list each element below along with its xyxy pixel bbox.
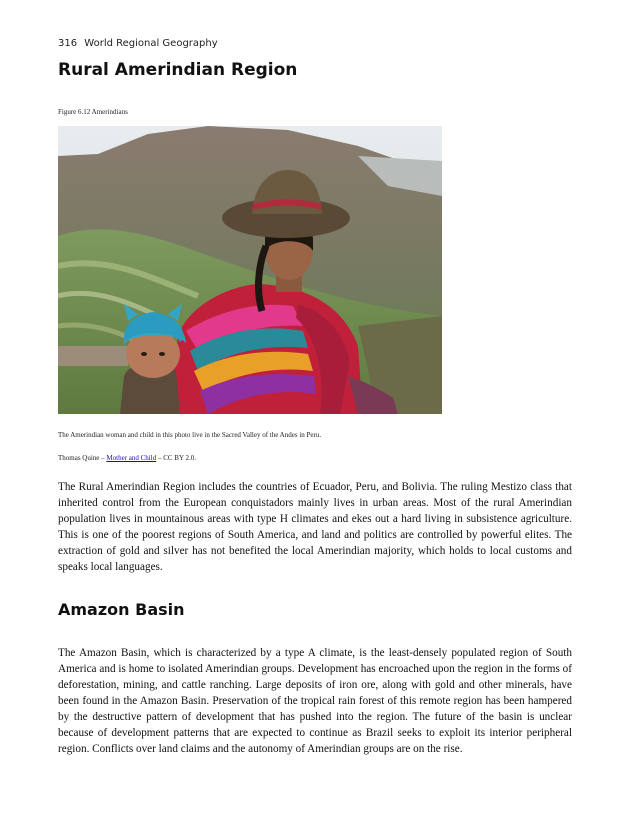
book-title: World Regional Geography xyxy=(84,38,218,49)
figure-caption: The Amerindian woman and child in this photo live in the Sacred Valley of the Andes in Peru. xyxy=(58,431,322,439)
rural-amerindian-paragraph: The Rural Amerindian Region includes the countries of Ecuador, Peru, and Bolivia. The ruling Mestizo class that inherited control from the European conquistadors mainly lives in urban areas. Most of the rural Amerindian population lives in mountainous areas with type H climates and ekes out a hard living in subsistence agriculture. This is one of the poorest regions of South America, and land and politics are controlled by powerful elites. The extraction of gold and silver has not benefited the local Amerindian majority, which holds to local customs and speaks local languages. xyxy=(58,481,572,573)
amazon-basin-paragraph: The Amazon Basin, which is characterized by a type A climate, is the least-densely populated region of South America and is home to isolated Amerindian groups. Development has encroached upon the region in the forms of deforestation, mining, and cattle ranching. Large deposits of iron ore, along with gold and other minerals, have been found in the Amazon Basin. Preservation of the tropical rain forest of this remote region has been hampered by the destructive pattern of development that has pushed into the region. The future of the basin is unclear because of development patterns that are expected to continue as Brazil seeks to exploit its interior peripheral region. Conflicts over land claims and the autonomy of Amerindian groups are on the rise. xyxy=(58,647,572,755)
section-heading-amazon-basin: Amazon Basin xyxy=(58,600,185,619)
section-heading-rural-amerindian: Rural Amerindian Region xyxy=(58,60,298,80)
figure-credit xyxy=(58,454,196,462)
credit-source-link[interactable]: Mother and Child xyxy=(106,454,157,462)
amerindian-photo xyxy=(58,126,442,414)
running-header xyxy=(58,38,218,49)
credit-license: – CC BY 2.0. xyxy=(156,454,197,462)
figure-label: Figure 6.12 Amerindians xyxy=(58,108,128,116)
page-number: 316 xyxy=(58,38,78,49)
credit-author: Thomas Quine – xyxy=(58,454,107,462)
